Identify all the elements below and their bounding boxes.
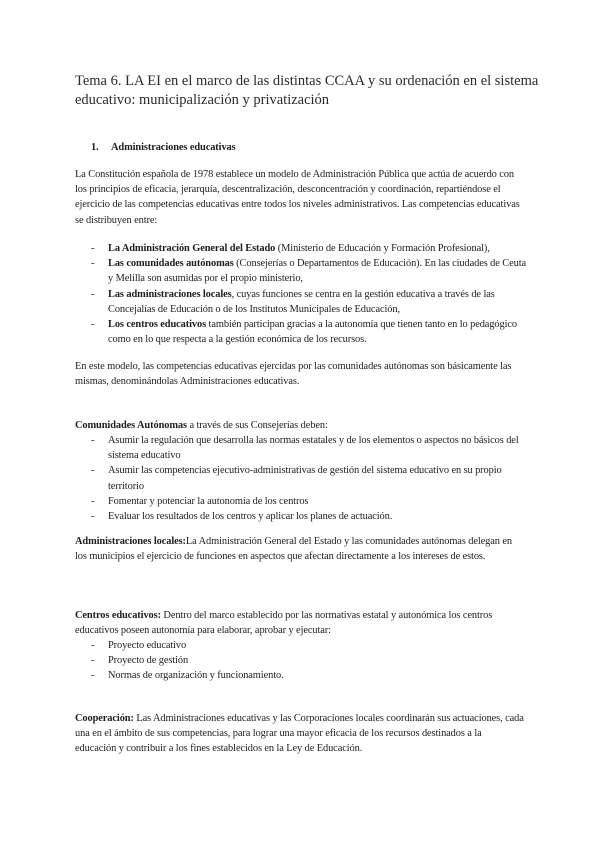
cooperacion-paragraph [75, 711, 525, 757]
model-paragraph: En este modelo, las competencias educativas ejercidas por las comunidades autónomas son básicamente las mismas, denominándolas Administraciones educativas. [75, 361, 512, 388]
centros-text: Dentro del marco establecido por las normativas estatal y autonómica los centros educativos poseen autonomía para elaborar, aprobar y ejecutar: [75, 610, 493, 637]
centros-list [91, 638, 531, 684]
list-item [91, 317, 531, 347]
list-item: - Normas de organización y funcionamiento. [91, 668, 531, 683]
intro-paragraph: La Constitución española de 1978 establece un modelo de Administración Pública que actúa de acuerdo con los principios de eficacia, jerarquía, descentralización, desconcentración y coordinación, repartiéndose el ejercicio de las competencias educativas entre todos los niveles administrativos. Las competencias educativas se distribuyen entre: [75, 169, 520, 226]
list-item-text: (Consejerías o Departamentos de Educación). En las ciudades de Ceuta y Melilla son asumidas por el propio ministerio, [108, 258, 526, 285]
list-item-text: (Ministerio de Educación y Formación Profesional), [275, 243, 490, 254]
ccaa-list [91, 433, 531, 524]
centros-label: Centros educativos: [75, 610, 161, 621]
section-heading-text: Administraciones educativas [111, 142, 236, 153]
list-item-text: también participan gracias a la autonomía que tienen tanto en lo pedagógico como en lo que respecta a la gestión económica de los recursos. [108, 319, 517, 346]
list-item-bold: La Administración General del Estado [108, 243, 276, 254]
ccaa-lead: a través de sus Consejerías deben: [186, 420, 328, 431]
list-item: - Evaluar los resultados de los centros y aplicar los planes de actuación. [91, 509, 531, 524]
centros-paragraph [75, 608, 525, 638]
list-item: - Asumir las competencias ejecutivo-administrativas de gestión del sistema educativo en su propio territorio [91, 463, 531, 493]
locales-paragraph [75, 534, 525, 564]
list-item-text: , cuyas funciones se centra en la gestión educativa a través de las Concejalías de Educación o de los Institutos Municipales de Educación, [108, 288, 495, 315]
list-item-bold: Las administraciones locales [108, 288, 232, 300]
list-item: - Proyecto de gestión [91, 653, 531, 668]
ccaa-paragraph [75, 418, 525, 433]
locales-text: La Administración General del Estado y las comunidades autónomas delegan en los municipios el ejercicio de funciones en aspectos que afectan directamente a los intereses de estos. [75, 536, 512, 563]
cooperacion-label: Cooperación: [75, 713, 134, 724]
list-item [91, 287, 531, 317]
admin-list [91, 241, 531, 347]
list-item: - Asumir la regulación que desarrolla las normas estatales y de los elementos o aspectos no básicos del sistema educativo [91, 433, 531, 463]
list-item: - Proyecto educativo [91, 638, 531, 653]
document-title: Tema 6. LA EI en el marco de las distintas CCAA y su ordenación en el sistema educativo: municipalización y privatización [75, 73, 539, 108]
list-item [91, 256, 531, 286]
ccaa-label: Comunidades Autónomas [75, 420, 187, 431]
section-heading [91, 140, 236, 155]
list-item-bold: Las comunidades autónomas [108, 258, 234, 270]
section-number: 1. [91, 142, 99, 153]
locales-label: Administraciones locales: [75, 536, 186, 547]
list-item: - Fomentar y potenciar la autonomía de los centros [91, 494, 531, 509]
list-item-bold: Los centros educativos [108, 319, 207, 331]
cooperacion-text: Las Administraciones educativas y las Corporaciones locales coordinarán sus actuaciones, cada una en el ámbito de sus competencias, para lograr una mayor eficacia de los recursos destinados a la educación y contribuir a los fines establecidos en la Ley de Educación. [75, 713, 524, 755]
list-item [91, 241, 531, 256]
